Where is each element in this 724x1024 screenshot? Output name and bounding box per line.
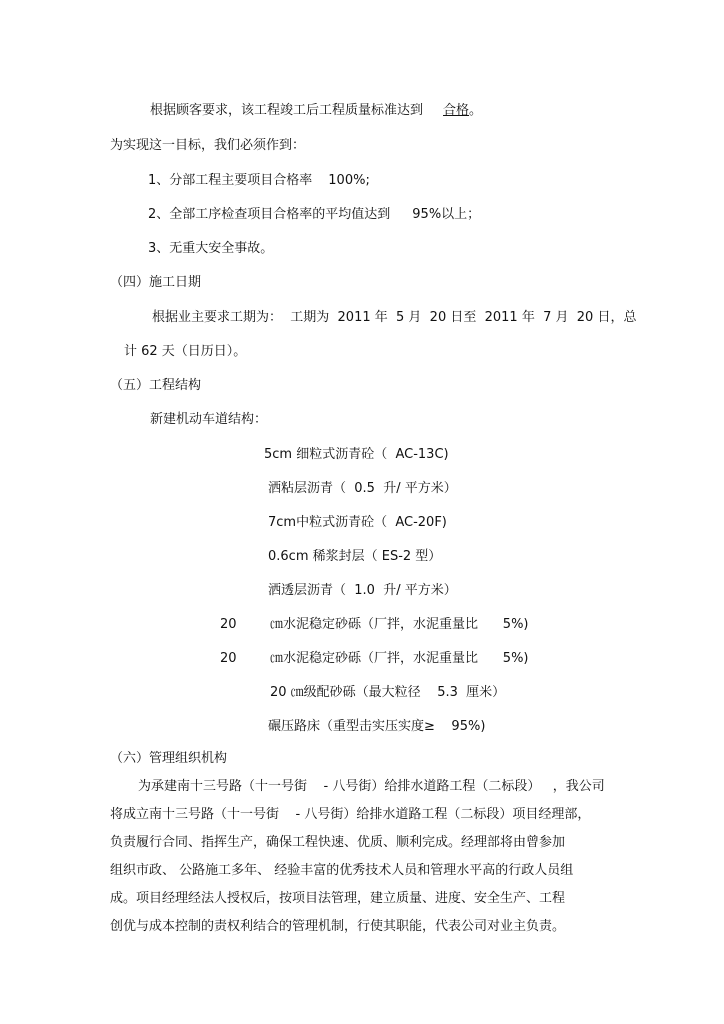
organization-heading: （六）管理组织机构 (110, 751, 228, 766)
goal-item-value: 95%以上； (412, 207, 481, 222)
layer-6-prefix: 20 (220, 617, 237, 632)
quality-requirement (150, 102, 482, 120)
layer-4: 0.6cm 稀浆封层（ ES-2 型） (268, 549, 442, 564)
schedule-line-1: 根据业主要求工期为： 工期为 2011 年 5 月 20 日至 2011 年 7 月 20 日，总 (152, 310, 637, 325)
organization-line-5: 成。项目经理经法人授权后，按项目法管理，建立质量、进度、安全生产、工程 (110, 891, 566, 906)
quality-grade: 合格 (443, 103, 470, 118)
layer-8: 20 ㎝级配砂砾（最大粒径 5.3 厘米） (270, 685, 506, 700)
goal-item-text: 2、全部工序检查项目合格率的平均值达到 (148, 207, 391, 222)
layer-9: 碾压路床（重型击实压实度≥ 95%) (268, 719, 486, 734)
organization-line-3: 负责履行合同、指挥生产，确保工程快速、优质、顺利完成。经理部将由曾参加 (110, 835, 566, 850)
goal-item-value: 100%; (328, 173, 370, 188)
layer-1: 5cm 细粒式沥青砼（ AC-13C) (264, 447, 449, 462)
layer-5: 洒透层沥青（ 1.0 升/ 平方米） (268, 583, 457, 598)
layer-2: 洒粘层沥青（ 0.5 升/ 平方米） (268, 481, 457, 496)
goal-item-3: 3、无重大安全事故。 (148, 241, 274, 256)
organization-line-4: 组织市政、 公路施工多年、 经验丰富的优秀技术人员和管理水平高的行政人员组 (110, 863, 574, 878)
goal-item-text: 1、分部工程主要项目合格率 (148, 173, 313, 188)
quality-text: 根据顾客要求，该工程竣工后工程质量标准达到 (150, 103, 424, 118)
goal-intro: 为实现这一目标，我们必须作到： (110, 138, 306, 153)
organization-line-2: 将成立南十三号路（十一号街 - 八号街）给排水道路工程（二标段）项目经理部， (110, 807, 591, 822)
goal-item-2 (148, 206, 480, 224)
structure-heading: （五）工程结构 (110, 378, 202, 393)
schedule-heading: （四）施工日期 (110, 275, 202, 290)
layer-3: 7cm中粒式沥青砼（ AC-20F) (268, 515, 447, 530)
structure-intro: 新建机动车道结构： (150, 412, 268, 427)
layer-6: ㎝水泥稳定砂砾（厂拌，水泥重量比 5%) (270, 617, 529, 632)
quality-period: 。 (469, 103, 483, 118)
layer-7-prefix: 20 (220, 651, 237, 666)
goal-item-1 (148, 172, 370, 190)
layer-7: ㎝水泥稳定砂砾（厂拌，水泥重量比 5%) (270, 651, 529, 666)
schedule-line-2: 计 62 天（日历日）。 (124, 344, 247, 359)
organization-line-6: 创优与成本控制的责权利结合的管理机制，行使其职能，代表公司对业主负责。 (110, 919, 566, 934)
organization-line-1: 为承建南十三号路（十一号街 - 八号街）给排水道路工程（二标段） ，我公司 (138, 779, 605, 794)
